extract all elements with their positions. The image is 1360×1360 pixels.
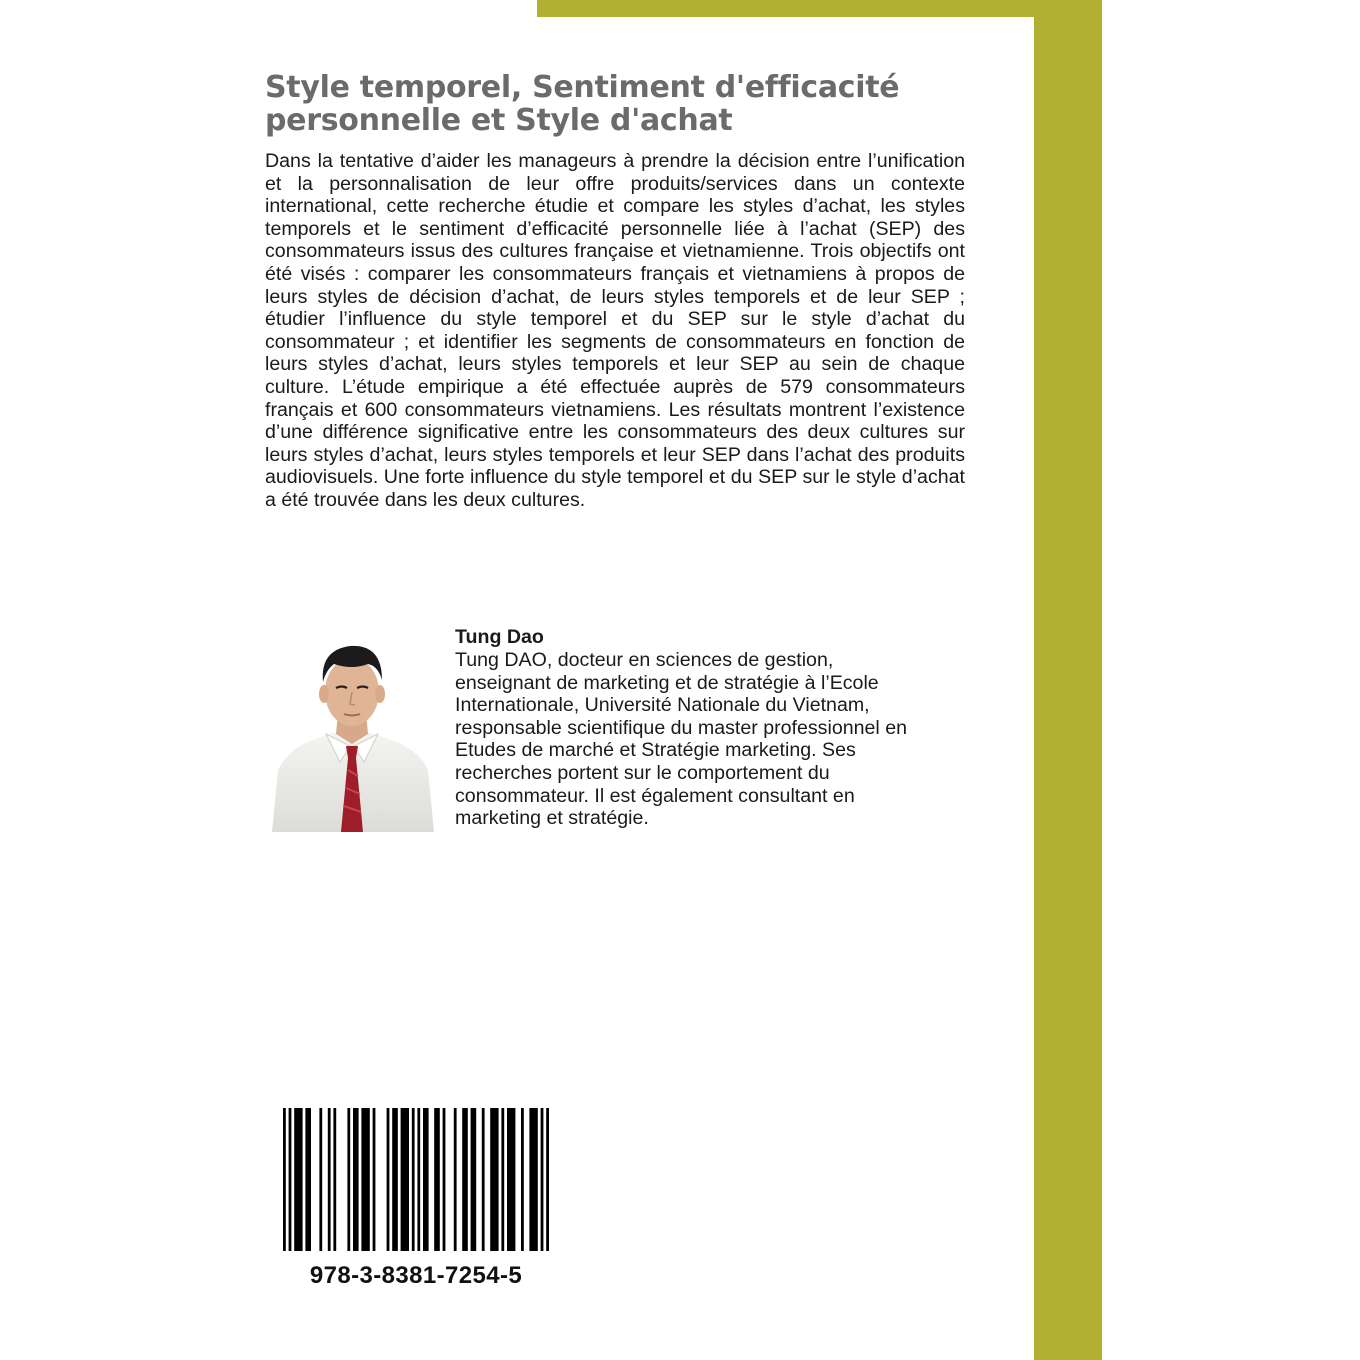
cover-spine <box>1034 0 1102 1360</box>
barcode-bar <box>412 1108 415 1251</box>
barcode-bar <box>454 1108 457 1251</box>
barcode-bar <box>283 1108 286 1251</box>
barcode-bar <box>305 1108 311 1251</box>
isbn-number: 978-3-8381-7254-5 <box>309 1262 523 1289</box>
barcode-icon <box>283 1108 549 1251</box>
barcode-bar <box>521 1108 524 1251</box>
barcode-bar <box>401 1108 409 1251</box>
barcode-bar <box>333 1108 336 1251</box>
barcode-bar <box>417 1108 420 1251</box>
author-bio-line: enseignant de marketing et de stratégie à l’Ecole <box>455 671 879 694</box>
author-bio-line: Tung DAO, docteur en sciences de gestion, <box>455 649 834 671</box>
barcode-bar <box>319 1108 322 1251</box>
author-bio-line: consommateur. Il est également consultant en <box>455 784 855 807</box>
author-bio-line: marketing et stratégie. <box>455 807 649 830</box>
author-bio-line: Internationale, Université Nationale du Vietnam, <box>455 694 870 717</box>
barcode-bar <box>462 1108 468 1251</box>
barcode-bar <box>387 1108 390 1251</box>
book-blurb: Dans la tentative d’aider les manageurs à prendre la décision entre l’unification et la personnalisation de leur offre produits/services dans un contexte international, cette recherche étudie et compare les styles d’achat, les styles temporels et le sentiment d’efficacité personnelle liée à l’achat (SEP) des consommateurs issus des cultures française et vietnamienne. Trois objectifs ont été visés : comparer les consommateurs français et vietnamiens à propos de leurs styles de décision d’achat, de leurs styles temporels et de leur SEP ; étudier l’influence du style temporel et du SEP sur le style d’achat du consommateur ; et identifier les segments de consommateurs en fonction de leurs styles d’achat, leurs styles temporels et leur SEP au sein de chaque culture. L’étude empirique a été effectuée auprès de 579 consommateurs français et 600 consommateurs vietnamiens. Les résultats montrent l’existence d’une différence significative entre les consommateurs des deux cultures sur leurs styles d’achat, leurs styles temporels et leur SEP dans l’achat des produits audiovisuels. Une forte influence du style temporel et du SEP sur le style d’achat a été trouvée dans les deux cultures. <box>265 150 965 511</box>
barcode-bar <box>482 1108 485 1251</box>
author-bio-line: responsable scientifique du master professionnel en <box>455 716 908 739</box>
book-title: Style temporel, Sentiment d'efficacité personnelle et Style d'achat <box>265 70 900 138</box>
cover-top-band <box>537 0 1102 17</box>
barcode-bar <box>434 1108 440 1251</box>
barcode-bar <box>423 1108 429 1251</box>
author-photo <box>268 630 435 832</box>
barcode-bar <box>546 1108 549 1251</box>
barcode-bar <box>347 1108 350 1251</box>
barcode-bar <box>471 1108 477 1251</box>
author-portrait-icon <box>268 630 435 832</box>
barcode-bar <box>353 1108 359 1251</box>
barcode-bar <box>443 1108 446 1251</box>
barcode-bar <box>392 1108 398 1251</box>
barcode-bar <box>294 1108 302 1251</box>
author-bio <box>455 649 975 830</box>
author-bio-line: recherches portent sur le comportement du <box>455 761 830 784</box>
author-bio-line: Etudes de marché et Stratégie marketing. Ses <box>455 739 856 762</box>
author-name: Tung Dao <box>455 626 544 648</box>
barcode-bar <box>507 1108 515 1251</box>
barcode-bar <box>373 1108 376 1251</box>
barcode-bar <box>490 1108 498 1251</box>
barcode-bar <box>541 1108 544 1251</box>
barcode-bar <box>529 1108 537 1251</box>
barcode-bar <box>361 1108 369 1251</box>
barcode-bar <box>289 1108 292 1251</box>
barcode-bar <box>328 1108 331 1251</box>
barcode-bar <box>501 1108 504 1251</box>
